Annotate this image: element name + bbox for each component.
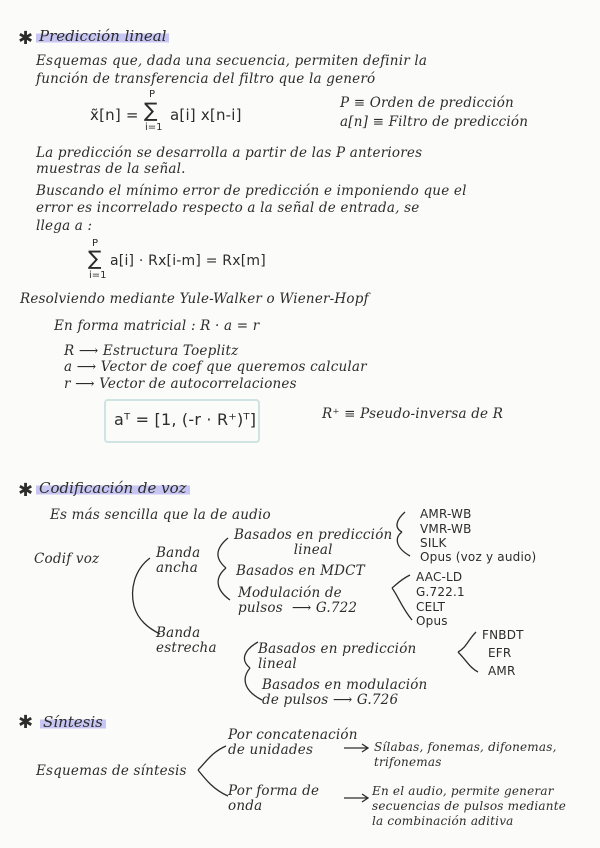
banda-estrecha: Banda estrecha bbox=[156, 625, 217, 656]
section-title-sintesis: Síntesis bbox=[40, 713, 106, 731]
para2-line-2: muestras de la señal. bbox=[36, 161, 186, 177]
sintesis-root: Esquemas de síntesis bbox=[36, 763, 187, 779]
boxed-formula: aᵀ = [1, (-r · R⁺)ᵀ] bbox=[114, 410, 257, 429]
para3-line-2: error es incorrelado respecto a la señal de entrada, se bbox=[36, 200, 420, 216]
eq1-lhs: x̃[n] = bbox=[90, 106, 139, 124]
codec-item: SILK bbox=[420, 536, 447, 550]
def-filter: a[n] ≡ Filtro de predicción bbox=[340, 114, 529, 130]
para3-line-3: llega a : bbox=[36, 218, 93, 234]
para3-line-1: Buscando el mínimo error de predicción e imponiendo que el bbox=[36, 183, 467, 199]
legend-R: R ⟶ Estructura Toeplitz bbox=[64, 343, 239, 359]
codif-root: Codif voz bbox=[34, 551, 100, 567]
codec-item: AMR-WB bbox=[420, 507, 472, 521]
section-title-codificacion: Codificación de voz bbox=[36, 479, 190, 497]
eq2-sum-bottom: i=1 bbox=[89, 270, 107, 281]
eq2-body: a[i] · Rx[i-m] = Rx[m] bbox=[110, 253, 266, 269]
sigma-icon: ∑ bbox=[88, 246, 102, 270]
codec-item: AMR bbox=[488, 664, 516, 678]
eq1-rhs: a[i] x[n-i] bbox=[170, 106, 242, 124]
sintesis-concat-result: Sílabas, fonemas, difonemas, trifonemas bbox=[374, 740, 557, 769]
eq1-sum-bottom: i=1 bbox=[145, 122, 163, 133]
matrix-form: En forma matricial : R · a = r bbox=[54, 318, 260, 334]
ancha-pred: Basados en predicción lineal bbox=[234, 527, 393, 558]
eq2-sum-top: P bbox=[92, 238, 99, 249]
codec-item: AAC-LD bbox=[416, 570, 463, 584]
eq1-sum-top: P bbox=[149, 89, 156, 100]
bullet-star-icon: ✱ bbox=[18, 28, 34, 49]
section-title-prediccion: Predicción lineal bbox=[36, 27, 169, 45]
sintesis-forma: Por forma de onda bbox=[228, 783, 320, 814]
codec-item: CELT bbox=[416, 600, 446, 614]
resolving-text: Resolviendo mediante Yule-Walker o Wiener-Hopf bbox=[20, 291, 369, 307]
legend-r: r ⟶ Vector de autocorrelaciones bbox=[64, 376, 297, 392]
codec-item: G.722.1 bbox=[416, 585, 465, 599]
banda-ancha: Banda ancha bbox=[156, 545, 201, 576]
codec-item: VMR-WB bbox=[420, 522, 472, 536]
ancha-mod: Modulación de pulsos ⟶ G.722 bbox=[238, 585, 358, 616]
legend-a: a ⟶ Vector de coef que queremos calcular bbox=[64, 359, 367, 375]
estrecha-mod: Basados en modulación de pulsos ⟶ G.726 bbox=[262, 677, 428, 708]
codif-intro: Es más sencilla que la de audio bbox=[50, 507, 271, 523]
sintesis-concat: Por concatenación de unidades bbox=[228, 727, 358, 758]
codec-item: FNBDT bbox=[482, 628, 524, 642]
bullet-star-icon: ✱ bbox=[18, 712, 34, 733]
estrecha-pred: Basados en predicción lineal bbox=[258, 641, 417, 672]
codec-item: EFR bbox=[488, 646, 512, 660]
codec-item: Opus (voz y audio) bbox=[420, 550, 537, 564]
pseudo-inverse-def: R⁺ ≡ Pseudo-inversa de R bbox=[322, 406, 504, 422]
bullet-star-icon: ✱ bbox=[18, 480, 34, 501]
intro-line-2: función de transferencia del filtro que la generó bbox=[36, 71, 376, 87]
def-order: P ≡ Orden de predicción bbox=[340, 95, 514, 111]
sigma-icon: ∑ bbox=[144, 98, 158, 122]
intro-line-1: Esquemas que, dada una secuencia, permiten definir la bbox=[36, 53, 428, 69]
sintesis-forma-result: En el audio, permite generar secuencias de pulsos mediante la combinación aditiva bbox=[372, 784, 567, 828]
codec-item: Opus bbox=[416, 614, 448, 628]
ancha-mdct: Basados en MDCT bbox=[236, 563, 365, 579]
para2-line-1: La predicción se desarrolla a partir de las P anteriores bbox=[36, 145, 423, 161]
